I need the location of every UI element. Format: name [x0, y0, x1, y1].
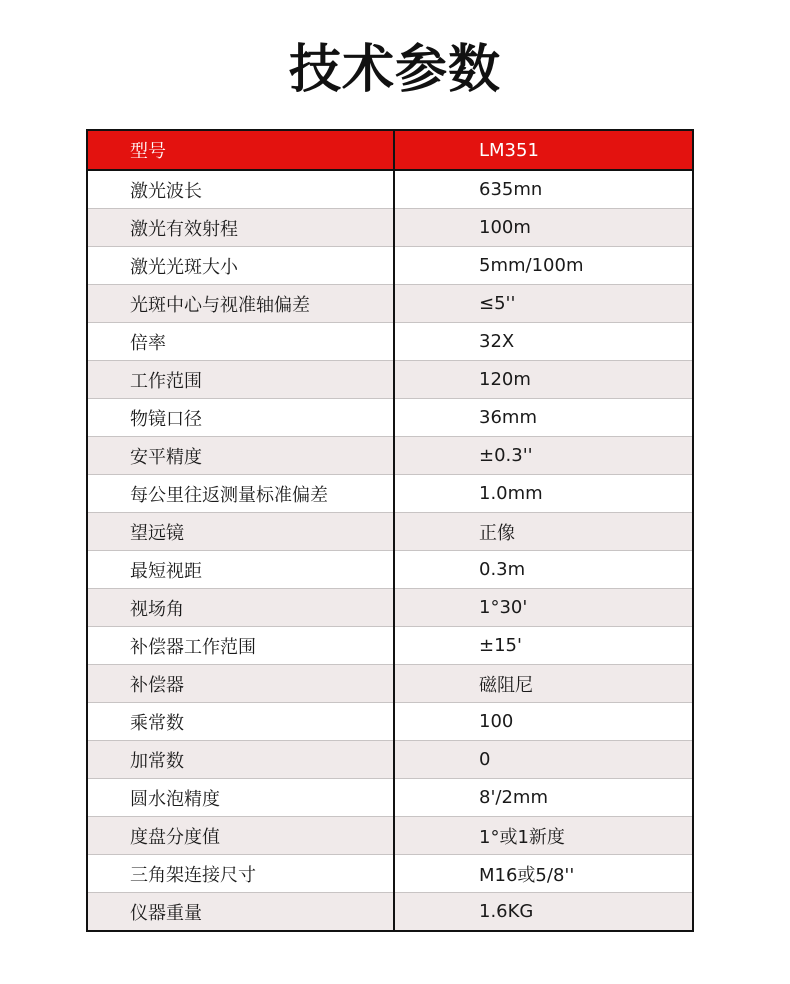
- table-row: [87, 323, 693, 361]
- table-row: [87, 817, 693, 855]
- spec-name: 视场角: [87, 589, 394, 627]
- table-row: [87, 170, 693, 209]
- spec-name: 补偿器: [87, 665, 394, 703]
- spec-value: 8'/2mm: [394, 779, 693, 817]
- spec-value: 1°30': [394, 589, 693, 627]
- spec-value: ±0.3'': [394, 437, 693, 475]
- table-row: [87, 513, 693, 551]
- table-row: [87, 703, 693, 741]
- spec-value: 5mm/100m: [394, 247, 693, 285]
- table-row: [87, 627, 693, 665]
- spec-name: 乘常数: [87, 703, 394, 741]
- spec-value: 磁阻尼: [394, 665, 693, 703]
- spec-name: 圆水泡精度: [87, 779, 394, 817]
- spec-value: 120m: [394, 361, 693, 399]
- table-row: [87, 589, 693, 627]
- spec-value: M16或5/8'': [394, 855, 693, 893]
- spec-name: 倍率: [87, 323, 394, 361]
- table-row: [87, 361, 693, 399]
- spec-name: 每公里往返测量标准偏差: [87, 475, 394, 513]
- spec-value: 0: [394, 741, 693, 779]
- spec-name: 光斑中心与视准轴偏差: [87, 285, 394, 323]
- spec-name: 激光光斑大小: [87, 247, 394, 285]
- spec-value: ±15': [394, 627, 693, 665]
- table-row: [87, 399, 693, 437]
- table-header-row: [87, 130, 693, 170]
- spec-value: 100: [394, 703, 693, 741]
- spec-name: 补偿器工作范围: [87, 627, 394, 665]
- spec-value: 正像: [394, 513, 693, 551]
- spec-name: 加常数: [87, 741, 394, 779]
- table-row: [87, 665, 693, 703]
- spec-value: 100m: [394, 209, 693, 247]
- spec-value: 1°或1新度: [394, 817, 693, 855]
- table-row: [87, 247, 693, 285]
- header-value: LM351: [394, 130, 693, 170]
- spec-name: 安平精度: [87, 437, 394, 475]
- spec-table: [86, 129, 694, 932]
- spec-value: 1.6KG: [394, 893, 693, 932]
- spec-name: 激光有效射程: [87, 209, 394, 247]
- spec-name: 物镜口径: [87, 399, 394, 437]
- spec-name: 激光波长: [87, 170, 394, 209]
- spec-name: 仪器重量: [87, 893, 394, 932]
- page-title: 技术参数: [288, 40, 501, 100]
- spec-value: 32X: [394, 323, 693, 361]
- spec-name: 三角架连接尺寸: [87, 855, 394, 893]
- spec-name: 望远镜: [87, 513, 394, 551]
- spec-value: 0.3m: [394, 551, 693, 589]
- table-row: [87, 741, 693, 779]
- table-row: [87, 779, 693, 817]
- table-row: [87, 475, 693, 513]
- spec-value: 635mn: [394, 170, 693, 209]
- table-row: [87, 855, 693, 893]
- table-row: [87, 209, 693, 247]
- spec-value: 1.0mm: [394, 475, 693, 513]
- table-row: [87, 285, 693, 323]
- header-key: 型号: [87, 130, 394, 170]
- spec-name: 最短视距: [87, 551, 394, 589]
- spec-name: 度盘分度值: [87, 817, 394, 855]
- table-row: [87, 551, 693, 589]
- spec-name: 工作范围: [87, 361, 394, 399]
- spec-value: ≤5'': [394, 285, 693, 323]
- table-row: [87, 437, 693, 475]
- spec-value: 36mm: [394, 399, 693, 437]
- table-row: [87, 893, 693, 932]
